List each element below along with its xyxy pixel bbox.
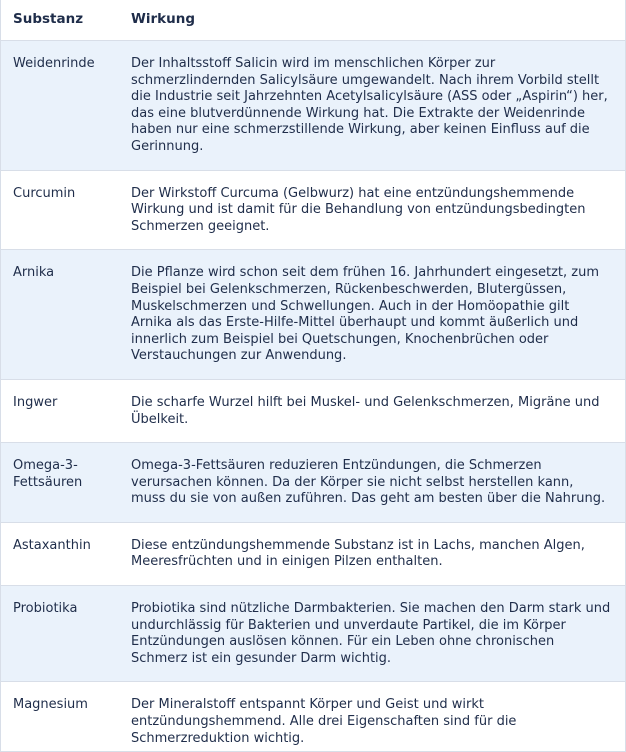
- substance-effect: Diese entzündungshemmende Substanz ist in Lachs, manchen Algen, Meeresfrüchten und in einigen Pilzen enthalten.: [117, 522, 625, 585]
- substance-table: [1, 0, 625, 752]
- table-row: [1, 170, 625, 250]
- column-header-effect: Wirkung: [117, 0, 625, 41]
- substance-name: Magnesium: [1, 682, 117, 752]
- substance-effect: Der Inhaltsstoff Salicin wird im menschlichen Körper zur schmerzlindernden Salicylsäure umgewandelt. Nach ihrem Vorbild stellt die Industrie seit Jahrzehnten Acetylsalicylsäure (ASS oder „Aspirin“) her, das eine blutverdünnende Wirkung hat. Die Extrakte der Weidenrinde haben nur eine schmerzstillende Wirkung, aber keinen Einfluss auf die Gerinnung.: [117, 41, 625, 171]
- substance-effect: Omega-3-Fettsäuren reduzieren Entzündungen, die Schmerzen verursachen können. Da der Körper sie nicht selbst herstellen kann, muss du sie von außen zuführen. Das geht am besten über die Nahrung.: [117, 443, 625, 523]
- table-row: [1, 682, 625, 752]
- substance-name: Astaxanthin: [1, 522, 117, 585]
- table-row: [1, 379, 625, 442]
- table-row: [1, 586, 625, 682]
- substance-name: Curcumin: [1, 170, 117, 250]
- substance-effect: Der Mineralstoff entspannt Körper und Geist und wirkt entzündungshemmend. Alle drei Eigenschaften sind für die Schmerzreduktion wichtig.: [117, 682, 625, 752]
- substance-effect: Die scharfe Wurzel hilft bei Muskel- und Gelenkschmerzen, Migräne und Übelkeit.: [117, 379, 625, 442]
- substance-name: Ingwer: [1, 379, 117, 442]
- substance-effect: Probiotika sind nützliche Darmbakterien. Sie machen den Darm stark und undurchlässig für Bakterien und unverdaute Partikel, die im Körper Entzündungen auslösen können. Für ein Leben ohne chronischen Schmerz ist ein gesunder Darm wichtig.: [117, 586, 625, 682]
- table-row: [1, 250, 625, 380]
- substance-name: Omega-3-Fettsäuren: [1, 443, 117, 523]
- table-row: [1, 41, 625, 171]
- table-header-row: [1, 0, 625, 41]
- substance-name: Weidenrinde: [1, 41, 117, 171]
- substance-effect: Der Wirkstoff Curcuma (Gelbwurz) hat eine entzündungshemmende Wirkung und ist damit für die Behandlung von entzündungsbedingten Schmerzen geeignet.: [117, 170, 625, 250]
- substance-effect: Die Pflanze wird schon seit dem frühen 16. Jahrhundert eingesetzt, zum Beispiel bei Gelenkschmerzen, Rückenbeschwerden, Blutergüssen, Muskelschmerzen und Schwellungen. Auch in der Homöopathie gilt Arnika als das Erste-Hilfe-Mittel überhaupt und kommt äußerlich und innerlich zum Beispiel bei Quetschungen, Knochenbrüchen oder Verstauchungen zur Anwendung.: [117, 250, 625, 380]
- column-header-substance: Substanz: [1, 0, 117, 41]
- table-row: [1, 443, 625, 523]
- substance-name: Arnika: [1, 250, 117, 380]
- table-header: [1, 0, 625, 41]
- table-body: [1, 41, 625, 752]
- table-row: [1, 522, 625, 585]
- substance-name: Probiotika: [1, 586, 117, 682]
